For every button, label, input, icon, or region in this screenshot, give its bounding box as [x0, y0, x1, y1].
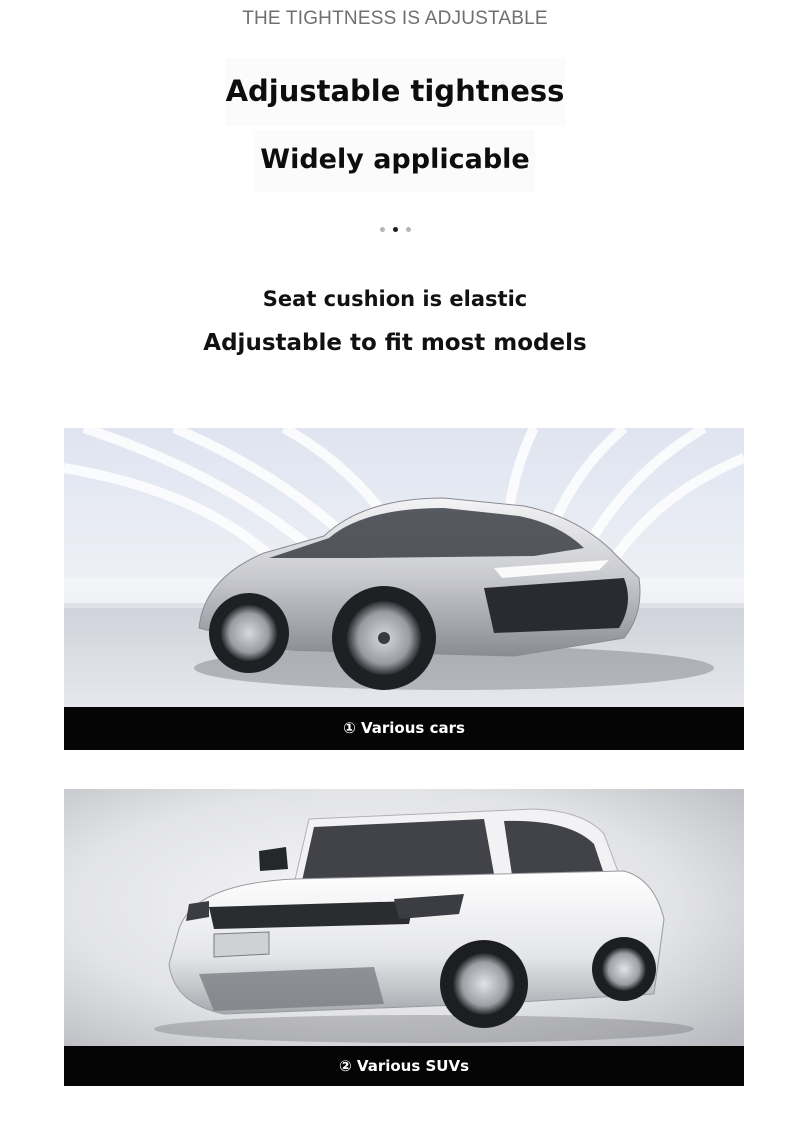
- sedan-caption: ① Various cars: [64, 707, 744, 750]
- suv-car-photo: [64, 789, 744, 1046]
- suv-panel: [64, 789, 744, 1086]
- sedan-panel: [64, 428, 744, 750]
- primary-heading: Adjustable tightness: [225, 58, 565, 126]
- sedan-car-photo: [64, 428, 744, 707]
- carousel-dot[interactable]: [380, 227, 385, 232]
- feature-line-elastic: Seat cushion is elastic: [262, 287, 528, 311]
- suv-caption: ② Various SUVs: [64, 1046, 744, 1086]
- carousel-dot[interactable]: [406, 227, 411, 232]
- section-eyebrow: THE TIGHTNESS IS ADJUSTABLE: [242, 8, 548, 29]
- feature-line-fit: Adjustable to fit most models: [203, 330, 587, 356]
- secondary-heading: Widely applicable: [255, 130, 535, 192]
- carousel-dot-active[interactable]: [393, 227, 398, 232]
- carousel-indicator: [0, 227, 790, 235]
